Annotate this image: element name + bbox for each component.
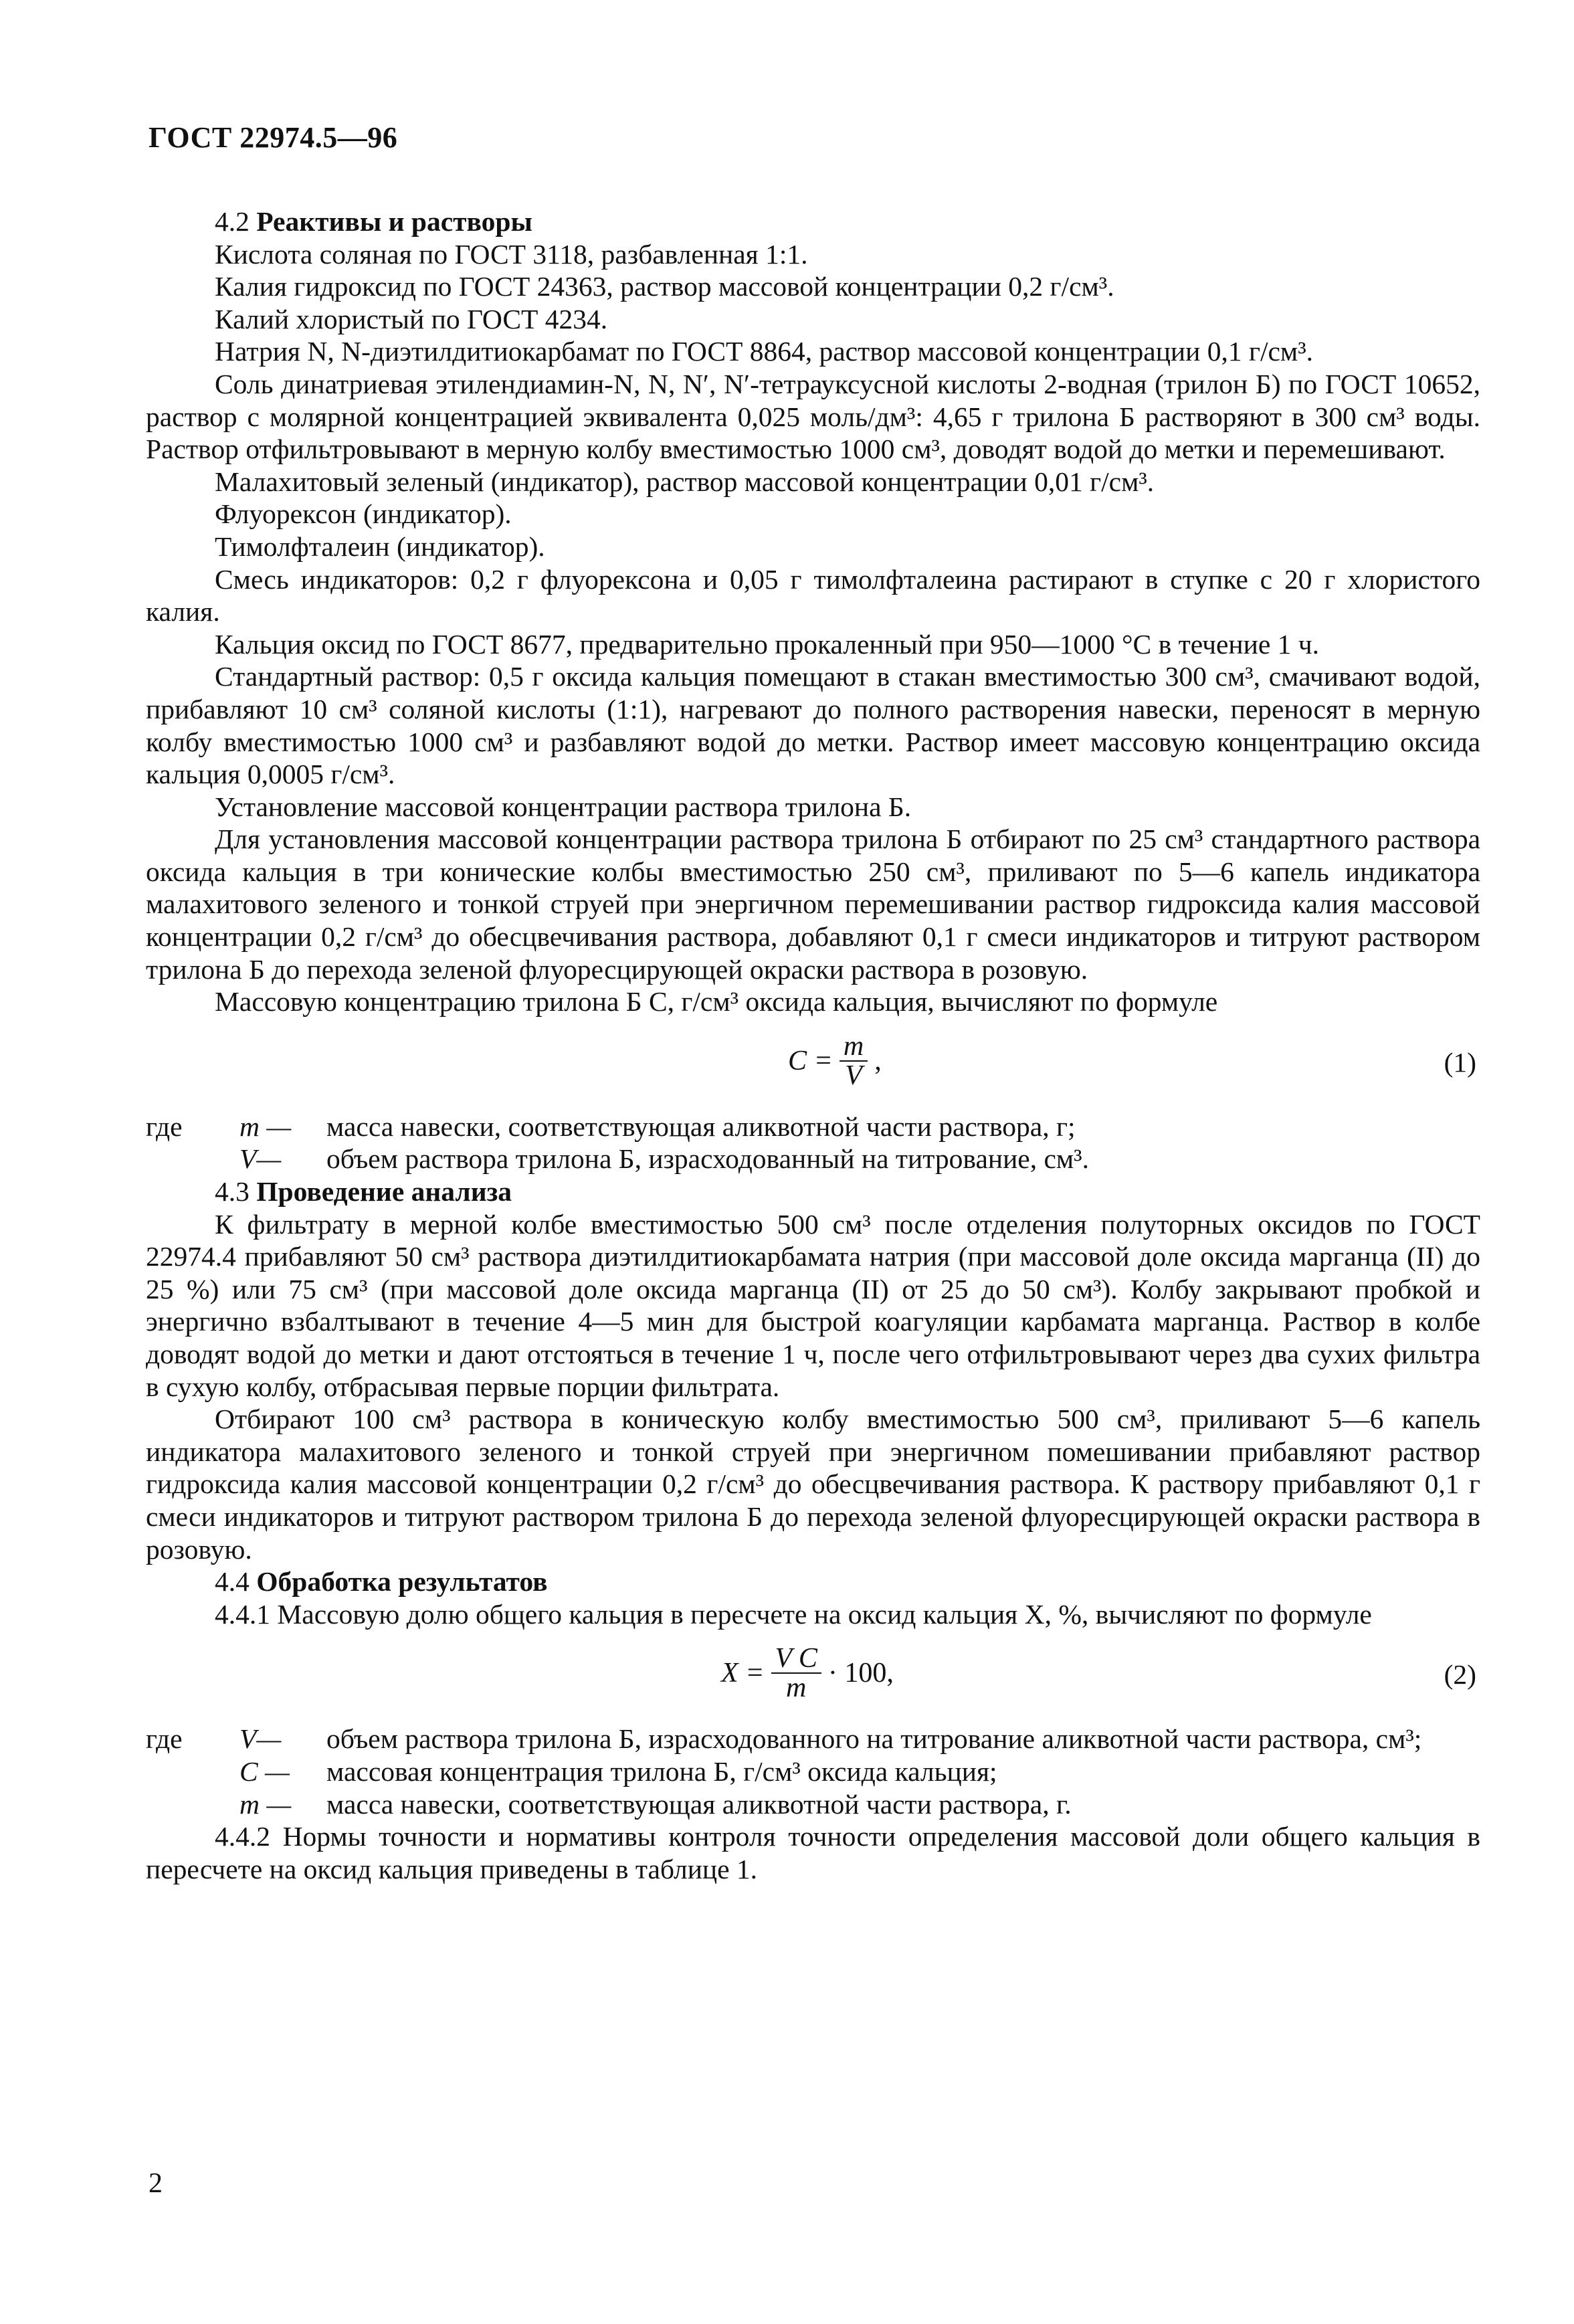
paragraph: Тимолфталеин (индикатор). xyxy=(215,530,545,562)
section-number: 4.4 xyxy=(215,1566,250,1597)
paragraph: Натрия N, N-диэтилдитиокарбамат по ГОСТ 8864, раствор массовой концентрации 0,1 г/см³. xyxy=(215,336,1314,367)
where-prefix: где xyxy=(146,1723,183,1755)
where-list-1 xyxy=(146,1110,1480,1175)
paragraph: Кальция оксид по ГОСТ 8677, предварительно прокаленный при 950—1000 °С в течение 1 ч. xyxy=(215,628,1319,660)
where-item xyxy=(146,1143,1480,1175)
fraction xyxy=(771,1644,821,1702)
paragraph: Установление массовой концентрации раствора трилона Б. xyxy=(215,791,912,822)
fraction-denominator: V xyxy=(845,1060,862,1091)
where-item xyxy=(146,1723,1480,1755)
paragraph: Отбирают 100 см³ раствора в коническую колбу вместимостью 500 см³, приливают 5—6 капель индикатора малахитового зеленого и тонкой струей при энергичном помешивании прибавляют раствор гидроксида калия массовой концентрации 0,2 г/см³ до обесцвечивания раствора. К раствору прибавляют 0,1 г смеси индикаторов и титруют раствором трилона Б до перехода зеленой флуоресцирующей окраски раствора в розовую. xyxy=(146,1403,1480,1565)
fraction-numerator: m xyxy=(840,1032,868,1062)
paragraph: Для установления массовой концентрации раствора трилона Б отбирают по 25 см³ стандартного раствора оксида кальция в три конические колбы вместимостью 250 см³, приливают по 5—6 капель индикатора малахитового зеленого и тонкой струей при энергичном перемешивании раствор гидроксида калия массовой концентрации 0,2 г/см³ до обесцвечивания раствора, добавляют 0,1 г смеси индикаторов и титруют раствором трилона Б до перехода зеленой флуоресцирующей окраски раствора в розовую. xyxy=(146,824,1480,985)
fraction-denominator: m xyxy=(786,1672,807,1704)
paragraph: 4.4.1 Массовую долю общего кальция в пересчете на оксид кальция X, %, вычисляют по формуле xyxy=(215,1598,1372,1630)
where-symbol: V— xyxy=(239,1723,282,1755)
where-symbol: m — xyxy=(239,1788,292,1820)
section-4-3-heading xyxy=(146,1175,1480,1208)
where-definition: масса навески, соответствующая аликвотной части раствора, г. xyxy=(326,1788,1072,1820)
formula-2 xyxy=(146,1640,1480,1715)
document-body xyxy=(146,205,1480,1885)
formula-number: (2) xyxy=(1444,1659,1476,1690)
where-item xyxy=(146,1788,1480,1821)
page-number: 2 xyxy=(149,2168,163,2199)
paragraph: Массовую концентрацию трилона Б С, г/см³ оксида кальция, вычисляют по формуле xyxy=(215,986,1218,1018)
where-definition: масса навески, соответствующая аликвотной части раствора, г; xyxy=(326,1110,1076,1142)
where-definition: объем раствора трилона Б, израсходованный на титрование, см³. xyxy=(326,1143,1089,1175)
formula-expression xyxy=(788,1028,882,1094)
paragraph: 4.4.2 Нормы точности и нормативы контроля точности определения массовой доли общего кальция в пересчете на оксид кальция приведены в таблице 1. xyxy=(146,1821,1480,1884)
paragraph: Калия гидроксид по ГОСТ 24363, раствор массовой концентрации 0,2 г/см³. xyxy=(215,271,1114,302)
formula-lhs: X = xyxy=(721,1658,765,1689)
section-title: Реактивы и растворы xyxy=(256,206,532,237)
section-4-4-heading xyxy=(146,1565,1480,1598)
section-title: Обработка результатов xyxy=(256,1566,548,1597)
paragraph: Стандартный раствор: 0,5 г оксида кальция помещают в стакан вместимостью 300 см³, смачивают водой, прибавляют 10 см³ соляной кислоты (1:1), нагревают до полного растворения навески, переносят в мерную колбу вместимостью 1000 см³ и разбавляют водой до метки. Раствор имеет массовую концентрацию оксида кальция 0,0005 г/см³. xyxy=(146,661,1480,790)
paragraph: Соль динатриевая этилендиамин-N, N, N′, N′-тетрауксусной кислоты 2-водная (трилон Б) по ГОСТ 10652, раствор с молярной концентрацией эквивалента 0,025 моль/дм³: 4,65 г трилона Б растворяют в 300 см³ воды. Раствор отфильтровывают в мерную колбу вместимостью 1000 см³, доводят водой до метки и перемешивают. xyxy=(146,368,1480,465)
where-item xyxy=(146,1755,1480,1788)
where-symbol: С — xyxy=(239,1755,290,1787)
section-number: 4.2 xyxy=(215,206,250,237)
formula-lhs: С = xyxy=(788,1045,833,1076)
where-symbol: V— xyxy=(239,1143,282,1175)
fraction xyxy=(840,1032,868,1090)
where-definition: объем раствора трилона Б, израсходованного на титрование аликвотной части раствора, см³; xyxy=(326,1723,1422,1755)
section-number: 4.3 xyxy=(215,1176,250,1207)
where-list-2 xyxy=(146,1723,1480,1820)
section-4-2-heading xyxy=(146,205,1480,238)
formula-expression xyxy=(721,1640,894,1707)
paragraph: Смесь индикаторов: 0,2 г флуорексона и 0,05 г тимолфталеина растирают в ступке с 20 г хлористого калия. xyxy=(146,563,1480,627)
formula-tail: · 100, xyxy=(827,1658,894,1689)
paragraph: Калий хлористый по ГОСТ 4234. xyxy=(215,303,608,334)
section-title: Проведение анализа xyxy=(256,1176,512,1207)
paragraph: Кислота соляная по ГОСТ 3118, разбавленная 1:1. xyxy=(215,238,808,270)
fraction-numerator: V C xyxy=(771,1644,821,1674)
paragraph: К фильтрату в мерной колбе вместимостью 500 см³ после отделения полуторных оксидов по ГОСТ 22974.4 прибавляют 50 см³ раствора диэтилдитиокарбамата натрия (при массовой доле оксида марганца (II) до 25 %) или 75 см³ (при массовой доле оксида марганца (II) от 25 до 50 см³). Колбу закрывают пробкой и энергично взбалтывают в течение 4—5 мин для быстрой коагуляции карбамата марганца. Раствор в колбе доводят водой до метки и дают отстояться в течение 1 ч, после чего отфильтровывают через два сухих фильтра в сухую колбу, отбрасывая первые порции фильтрата. xyxy=(146,1208,1480,1402)
paragraph: Малахитовый зеленый (индикатор), раствор массовой концентрации 0,01 г/см³. xyxy=(215,466,1155,497)
where-symbol: m — xyxy=(239,1110,292,1142)
where-item xyxy=(146,1110,1480,1143)
where-definition: массовая концентрация трилона Б, г/см³ оксида кальция; xyxy=(326,1755,997,1787)
formula-1 xyxy=(146,1028,1480,1102)
paragraph: Флуорексон (индикатор). xyxy=(215,498,512,530)
document-header: ГОСТ 22974.5—96 xyxy=(149,121,398,154)
formula-tail: , xyxy=(874,1045,882,1076)
formula-number: (1) xyxy=(1444,1046,1476,1078)
where-prefix: где xyxy=(146,1110,183,1142)
